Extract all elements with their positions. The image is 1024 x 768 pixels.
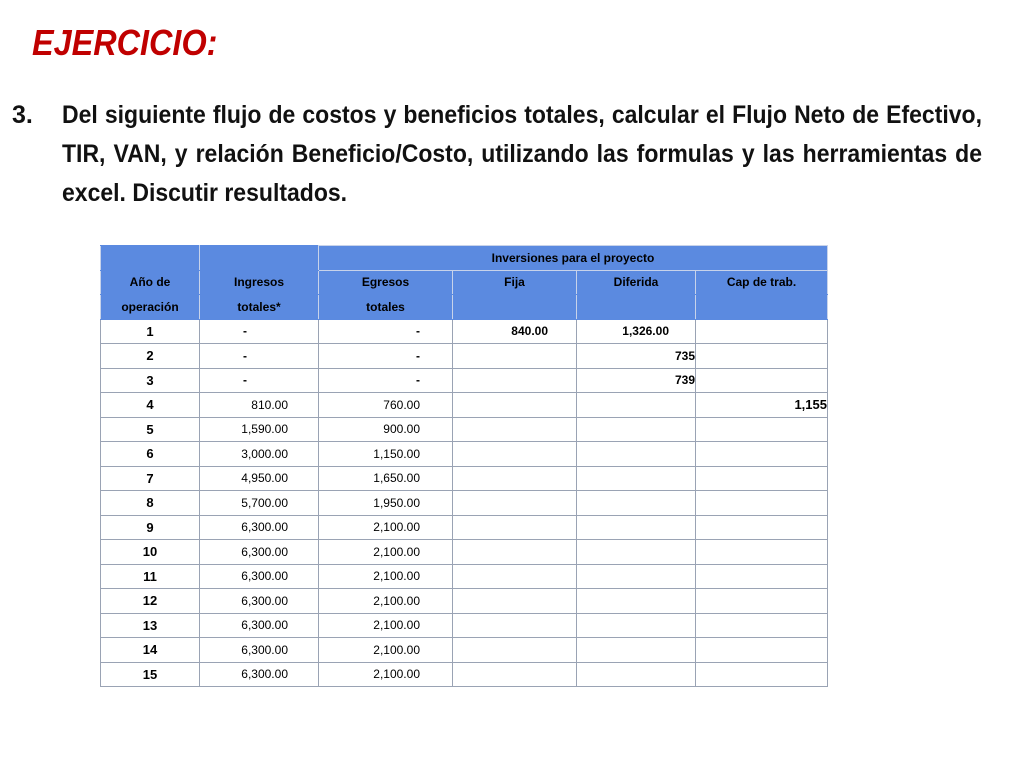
cell-expenses: 900.00: [319, 417, 453, 442]
cell-fixed: [453, 638, 577, 663]
cell-working-capital: [696, 491, 828, 516]
cell-expenses: 1,150.00: [319, 442, 453, 467]
cell-income: 6,300.00: [200, 515, 319, 540]
header-year-line2: operación: [101, 295, 200, 320]
cell-income: 810.00: [200, 393, 319, 418]
cell-year: 3: [101, 368, 200, 393]
table-row: [101, 344, 828, 369]
header-year-line1: Año de: [101, 270, 200, 295]
cell-income: 6,300.00: [200, 564, 319, 589]
cell-fixed: [453, 344, 577, 369]
table-row: [101, 442, 828, 467]
cell-expenses: -: [319, 368, 453, 393]
cell-expenses: 2,100.00: [319, 638, 453, 663]
cell-working-capital: [696, 564, 828, 589]
cell-expenses: -: [319, 344, 453, 369]
header-income-line2: totales*: [200, 295, 319, 320]
table-row: [101, 515, 828, 540]
cell-fixed: 840.00: [453, 319, 577, 344]
table-row: [101, 662, 828, 687]
table-row: [101, 613, 828, 638]
cell-expenses: 760.00: [319, 393, 453, 418]
cell-fixed: [453, 564, 577, 589]
table-row: [101, 368, 828, 393]
cell-fixed: [453, 393, 577, 418]
header-expenses-line2: totales: [319, 295, 453, 320]
table-row: [101, 564, 828, 589]
cell-income: -: [200, 368, 319, 393]
cell-fixed: [453, 368, 577, 393]
header-row-3: [101, 295, 828, 320]
header-working-capital: Cap de trab.: [696, 270, 828, 295]
header-fixed: Fija: [453, 270, 577, 295]
cell-working-capital: [696, 613, 828, 638]
cell-year: 13: [101, 613, 200, 638]
cell-income: 1,590.00: [200, 417, 319, 442]
table-row: [101, 319, 828, 344]
cell-income: 3,000.00: [200, 442, 319, 467]
cell-deferred: [577, 564, 696, 589]
cell-fixed: [453, 589, 577, 614]
table-row: [101, 466, 828, 491]
cell-deferred: [577, 442, 696, 467]
cell-income: 6,300.00: [200, 638, 319, 663]
cell-expenses: 1,950.00: [319, 491, 453, 516]
table-row: [101, 491, 828, 516]
table-row: [101, 540, 828, 565]
cell-working-capital: [696, 368, 828, 393]
cell-working-capital: [696, 466, 828, 491]
cell-deferred: 739: [577, 368, 696, 393]
cell-year: 9: [101, 515, 200, 540]
cell-income: 6,300.00: [200, 613, 319, 638]
header-income-line1: Ingresos: [200, 270, 319, 295]
cell-working-capital: [696, 638, 828, 663]
cell-working-capital: [696, 417, 828, 442]
cell-year: 5: [101, 417, 200, 442]
cell-year: 12: [101, 589, 200, 614]
cell-year: 15: [101, 662, 200, 687]
header-row-1: [101, 246, 828, 271]
cell-fixed: [453, 466, 577, 491]
header-year-top: [101, 246, 200, 271]
cell-working-capital: [696, 319, 828, 344]
header-investments-group: Inversiones para el proyecto: [319, 246, 828, 271]
cell-income: -: [200, 344, 319, 369]
exercise-text: Del siguiente flujo de costos y beneficios totales, calcular el Flujo Neto de Efectivo, TIR, VAN, y relación Beneficio/Costo, utilizando las formulas y las herramientas de excel. Discutir resultados.: [62, 101, 982, 207]
header-expenses-line1: Egresos: [319, 270, 453, 295]
cell-deferred: [577, 491, 696, 516]
cell-fixed: [453, 442, 577, 467]
cell-deferred: [577, 417, 696, 442]
cell-working-capital: [696, 662, 828, 687]
cell-expenses: 2,100.00: [319, 589, 453, 614]
cell-income: -: [200, 319, 319, 344]
table-row: [101, 589, 828, 614]
cell-year: 14: [101, 638, 200, 663]
cell-expenses: 2,100.00: [319, 613, 453, 638]
cell-year: 11: [101, 564, 200, 589]
cell-expenses: 2,100.00: [319, 515, 453, 540]
cell-deferred: 1,326.00: [577, 319, 696, 344]
header-row-2: [101, 270, 828, 295]
cell-fixed: [453, 540, 577, 565]
header-fixed-blank: [453, 295, 577, 320]
cell-deferred: [577, 589, 696, 614]
cell-working-capital: [696, 344, 828, 369]
cell-year: 7: [101, 466, 200, 491]
exercise-number: 3.: [12, 101, 33, 129]
cell-deferred: 735: [577, 344, 696, 369]
cell-deferred: [577, 662, 696, 687]
cell-year: 10: [101, 540, 200, 565]
cell-year: 6: [101, 442, 200, 467]
cell-working-capital: [696, 442, 828, 467]
exercise-statement: [12, 96, 982, 213]
page-title: EJERCICIO:: [32, 22, 218, 63]
table-row: [101, 638, 828, 663]
cell-fixed: [453, 515, 577, 540]
cell-deferred: [577, 393, 696, 418]
header-income-top: [200, 246, 319, 271]
cell-year: 2: [101, 344, 200, 369]
cell-fixed: [453, 417, 577, 442]
cell-year: 4: [101, 393, 200, 418]
cash-flow-table: [100, 245, 828, 687]
cell-expenses: -: [319, 319, 453, 344]
cell-year: 8: [101, 491, 200, 516]
cell-income: 6,300.00: [200, 662, 319, 687]
cell-income: 6,300.00: [200, 540, 319, 565]
cell-income: 6,300.00: [200, 589, 319, 614]
header-deferred: Diferida: [577, 270, 696, 295]
cell-income: 4,950.00: [200, 466, 319, 491]
cell-working-capital: [696, 540, 828, 565]
cell-deferred: [577, 613, 696, 638]
cell-working-capital: [696, 515, 828, 540]
cell-expenses: 2,100.00: [319, 564, 453, 589]
cell-expenses: 2,100.00: [319, 540, 453, 565]
cell-fixed: [453, 662, 577, 687]
cell-deferred: [577, 638, 696, 663]
cell-fixed: [453, 613, 577, 638]
cell-expenses: 2,100.00: [319, 662, 453, 687]
cell-fixed: [453, 491, 577, 516]
cell-deferred: [577, 515, 696, 540]
table-row: [101, 393, 828, 418]
cell-income: 5,700.00: [200, 491, 319, 516]
header-working-capital-blank: [696, 295, 828, 320]
header-deferred-blank: [577, 295, 696, 320]
cell-year: 1: [101, 319, 200, 344]
cell-working-capital: 1,155: [696, 393, 828, 418]
table-row: [101, 417, 828, 442]
cell-working-capital: [696, 589, 828, 614]
cell-deferred: [577, 466, 696, 491]
cell-expenses: 1,650.00: [319, 466, 453, 491]
cell-deferred: [577, 540, 696, 565]
